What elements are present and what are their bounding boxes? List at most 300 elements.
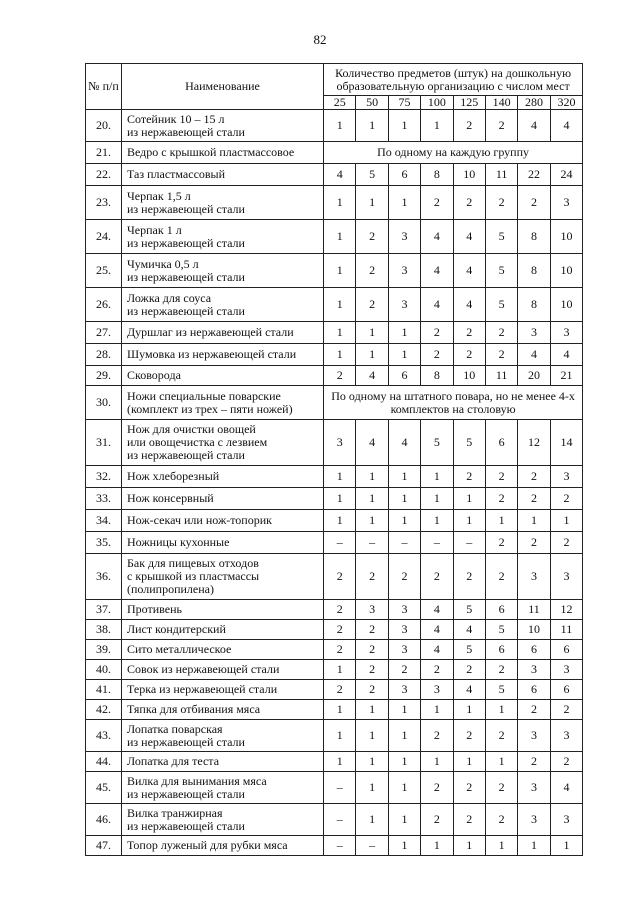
row-value: 2 xyxy=(485,488,517,510)
row-name: Лопатка для теста xyxy=(122,752,324,772)
table-row xyxy=(86,752,583,772)
row-value: 1 xyxy=(421,488,453,510)
row-value: 5 xyxy=(485,220,517,254)
row-name: Нож-секач или нож-топорик xyxy=(122,510,324,532)
row-value: 1 xyxy=(421,700,453,720)
row-value: 4 xyxy=(421,640,453,660)
row-value: 8 xyxy=(518,220,550,254)
row-value: 1 xyxy=(388,110,420,142)
row-value: 2 xyxy=(421,772,453,804)
row-value: 4 xyxy=(518,344,550,366)
row-value: 1 xyxy=(388,700,420,720)
row-value: 1 xyxy=(324,288,356,322)
row-value: 11 xyxy=(518,600,550,620)
row-value: 5 xyxy=(453,600,485,620)
row-name: Тяпка для отбивания мяса xyxy=(122,700,324,720)
row-value: 1 xyxy=(356,720,388,752)
table-row xyxy=(86,466,583,488)
row-name: Ложка для соуса из нержавеющей стали xyxy=(122,288,324,322)
row-value: – xyxy=(421,532,453,554)
row-value: 2 xyxy=(518,752,550,772)
row-value: – xyxy=(324,804,356,836)
row-value: 5 xyxy=(453,640,485,660)
row-value: 2 xyxy=(421,186,453,220)
row-value: 2 xyxy=(550,532,582,554)
row-value: 2 xyxy=(356,620,388,640)
row-name: Вилка для вынимания мяса из нержавеющей стали xyxy=(122,772,324,804)
row-value: 1 xyxy=(324,466,356,488)
row-value: 1 xyxy=(356,804,388,836)
row-value: 2 xyxy=(421,720,453,752)
row-number: 33. xyxy=(86,488,122,510)
row-value: – xyxy=(324,532,356,554)
row-value: 24 xyxy=(550,164,582,186)
table-row xyxy=(86,640,583,660)
row-value: 3 xyxy=(518,322,550,344)
header-capacity: 140 xyxy=(485,96,517,110)
equipment-table xyxy=(85,63,583,856)
row-value: 2 xyxy=(518,700,550,720)
row-number: 23. xyxy=(86,186,122,220)
row-value: 2 xyxy=(453,110,485,142)
row-value: 1 xyxy=(356,186,388,220)
row-value: 6 xyxy=(550,640,582,660)
row-value: 1 xyxy=(388,752,420,772)
row-value: 1 xyxy=(388,322,420,344)
row-number: 28. xyxy=(86,344,122,366)
row-value: 10 xyxy=(550,288,582,322)
header-capacity: 75 xyxy=(388,96,420,110)
row-value: 2 xyxy=(485,322,517,344)
row-value: 4 xyxy=(421,220,453,254)
row-value: 11 xyxy=(485,366,517,386)
row-value: 2 xyxy=(485,804,517,836)
table-row xyxy=(86,254,583,288)
row-value: 6 xyxy=(550,680,582,700)
row-value: 11 xyxy=(550,620,582,640)
row-number: 44. xyxy=(86,752,122,772)
row-value: 2 xyxy=(485,110,517,142)
row-value: 1 xyxy=(421,510,453,532)
table-row xyxy=(86,488,583,510)
row-name: Нож для очистки овощей или овощечистка с лезвием из нержавеющей стали xyxy=(122,420,324,466)
table-row xyxy=(86,836,583,856)
row-value: 1 xyxy=(324,510,356,532)
row-value: 4 xyxy=(421,620,453,640)
row-value: 2 xyxy=(356,640,388,660)
row-value: – xyxy=(453,532,485,554)
row-value: 1 xyxy=(324,752,356,772)
row-value: 2 xyxy=(485,660,517,680)
row-value: 1 xyxy=(324,220,356,254)
row-name: Нож консервный xyxy=(122,488,324,510)
table-row xyxy=(86,554,583,600)
row-value: 2 xyxy=(518,488,550,510)
table-row xyxy=(86,804,583,836)
row-value: 4 xyxy=(518,110,550,142)
row-value: 1 xyxy=(356,752,388,772)
row-value: 4 xyxy=(356,366,388,386)
row-value: 3 xyxy=(550,660,582,680)
page-number: 82 xyxy=(313,32,327,47)
row-value: 2 xyxy=(324,366,356,386)
row-value: 4 xyxy=(453,254,485,288)
row-value: 2 xyxy=(485,772,517,804)
row-value: 6 xyxy=(485,420,517,466)
row-value: 2 xyxy=(356,288,388,322)
row-span-note: По одному на каждую группу xyxy=(324,142,583,164)
row-number: 26. xyxy=(86,288,122,322)
row-value: 4 xyxy=(550,344,582,366)
row-value: 1 xyxy=(388,720,420,752)
row-value: 3 xyxy=(388,620,420,640)
row-name: Шумовка из нержавеющей стали xyxy=(122,344,324,366)
row-value: 6 xyxy=(518,680,550,700)
row-name: Черпак 1,5 л из нержавеющей стали xyxy=(122,186,324,220)
row-value: 1 xyxy=(324,110,356,142)
row-number: 29. xyxy=(86,366,122,386)
row-name: Лопатка поварская из нержавеющей стали xyxy=(122,720,324,752)
row-value: 1 xyxy=(356,510,388,532)
row-value: 6 xyxy=(485,640,517,660)
row-value: 2 xyxy=(453,720,485,752)
header-capacity: 320 xyxy=(550,96,582,110)
table-row xyxy=(86,420,583,466)
row-name: Нож хлеборезный xyxy=(122,466,324,488)
header-quantity: Количество предметов (штук) на дошкольную образовательную организацию с числом мест xyxy=(324,64,583,96)
table-row xyxy=(86,288,583,322)
row-value: 1 xyxy=(453,836,485,856)
row-value: 20 xyxy=(518,366,550,386)
header-capacity: 100 xyxy=(421,96,453,110)
row-value: 22 xyxy=(518,164,550,186)
row-value: 1 xyxy=(388,804,420,836)
row-value: 3 xyxy=(550,804,582,836)
row-value: 2 xyxy=(453,186,485,220)
row-value: 1 xyxy=(421,110,453,142)
row-name: Дуршлаг из нержавеющей стали xyxy=(122,322,324,344)
row-value: 2 xyxy=(453,772,485,804)
row-name: Противень xyxy=(122,600,324,620)
row-value: 4 xyxy=(453,620,485,640)
row-value: 2 xyxy=(550,700,582,720)
table-row xyxy=(86,680,583,700)
row-value: 2 xyxy=(518,532,550,554)
row-value: 1 xyxy=(453,510,485,532)
row-value: 4 xyxy=(421,254,453,288)
row-value: 2 xyxy=(421,344,453,366)
row-value: 12 xyxy=(550,600,582,620)
row-value: 4 xyxy=(550,110,582,142)
table-row xyxy=(86,186,583,220)
row-value: 1 xyxy=(356,772,388,804)
row-number: 39. xyxy=(86,640,122,660)
row-name: Топор луженый для рубки мяса xyxy=(122,836,324,856)
row-value: 2 xyxy=(421,322,453,344)
row-value: 1 xyxy=(388,488,420,510)
row-name: Сковорода xyxy=(122,366,324,386)
header-capacity: 50 xyxy=(356,96,388,110)
row-number: 37. xyxy=(86,600,122,620)
table-row xyxy=(86,532,583,554)
row-value: 1 xyxy=(518,836,550,856)
row-name: Совок из нержавеющей стали xyxy=(122,660,324,680)
table-row xyxy=(86,600,583,620)
row-value: 3 xyxy=(324,420,356,466)
row-value: 1 xyxy=(324,660,356,680)
row-value: 2 xyxy=(485,344,517,366)
row-value: 1 xyxy=(356,322,388,344)
row-value: 2 xyxy=(421,660,453,680)
row-name: Таз пластмассовый xyxy=(122,164,324,186)
row-value: 10 xyxy=(550,220,582,254)
row-value: 3 xyxy=(550,720,582,752)
row-value: 6 xyxy=(518,640,550,660)
table-row xyxy=(86,620,583,640)
row-number: 40. xyxy=(86,660,122,680)
row-value: 3 xyxy=(388,220,420,254)
row-value: 21 xyxy=(550,366,582,386)
row-value: 2 xyxy=(518,186,550,220)
row-value: 3 xyxy=(550,466,582,488)
row-number: 25. xyxy=(86,254,122,288)
row-value: 1 xyxy=(356,344,388,366)
row-value: 2 xyxy=(485,186,517,220)
row-value: 1 xyxy=(550,510,582,532)
row-value: 1 xyxy=(485,510,517,532)
row-value: 1 xyxy=(485,700,517,720)
row-value: 4 xyxy=(421,288,453,322)
row-number: 46. xyxy=(86,804,122,836)
row-value: 2 xyxy=(453,804,485,836)
row-number: 38. xyxy=(86,620,122,640)
row-number: 47. xyxy=(86,836,122,856)
row-value: 2 xyxy=(453,344,485,366)
row-value: 2 xyxy=(324,600,356,620)
row-value: 10 xyxy=(550,254,582,288)
row-value: 1 xyxy=(421,836,453,856)
table-row xyxy=(86,344,583,366)
row-value: 5 xyxy=(421,420,453,466)
row-value: 11 xyxy=(485,164,517,186)
row-number: 45. xyxy=(86,772,122,804)
table-row xyxy=(86,720,583,752)
row-value: 8 xyxy=(421,366,453,386)
row-value: 1 xyxy=(324,488,356,510)
row-name: Лист кондитерский xyxy=(122,620,324,640)
row-value: 3 xyxy=(550,322,582,344)
row-value: 4 xyxy=(453,680,485,700)
row-value: 3 xyxy=(518,720,550,752)
row-value: 2 xyxy=(324,680,356,700)
row-value: 2 xyxy=(485,532,517,554)
row-value: 5 xyxy=(485,620,517,640)
row-value: 4 xyxy=(421,600,453,620)
row-value: 2 xyxy=(453,660,485,680)
row-value: 2 xyxy=(550,752,582,772)
row-number: 36. xyxy=(86,554,122,600)
row-value: 1 xyxy=(324,254,356,288)
row-value: 6 xyxy=(485,600,517,620)
row-value: 2 xyxy=(324,554,356,600)
row-value: 1 xyxy=(485,752,517,772)
row-value: 1 xyxy=(324,700,356,720)
row-value: 1 xyxy=(453,700,485,720)
row-value: 2 xyxy=(356,254,388,288)
row-value: 12 xyxy=(518,420,550,466)
row-value: 3 xyxy=(388,640,420,660)
row-value: 1 xyxy=(324,322,356,344)
table-row xyxy=(86,772,583,804)
row-value: 14 xyxy=(550,420,582,466)
row-value: 4 xyxy=(550,772,582,804)
row-value: 1 xyxy=(356,700,388,720)
row-value: 4 xyxy=(453,288,485,322)
row-number: 30. xyxy=(86,386,122,420)
row-value: 1 xyxy=(453,752,485,772)
header-row xyxy=(86,64,583,96)
row-value: 1 xyxy=(421,752,453,772)
row-value: 4 xyxy=(324,164,356,186)
row-number: 27. xyxy=(86,322,122,344)
row-value: 2 xyxy=(324,620,356,640)
table-row xyxy=(86,220,583,254)
table-body xyxy=(86,110,583,856)
row-value: 4 xyxy=(453,220,485,254)
row-name: Терка из нержавеющей стали xyxy=(122,680,324,700)
row-value: 1 xyxy=(518,510,550,532)
row-value: 3 xyxy=(388,600,420,620)
row-value: 6 xyxy=(388,366,420,386)
row-value: 2 xyxy=(356,554,388,600)
row-value: 8 xyxy=(421,164,453,186)
row-value: 3 xyxy=(518,554,550,600)
row-value: 1 xyxy=(388,466,420,488)
table-row xyxy=(86,366,583,386)
row-value: 1 xyxy=(388,836,420,856)
header-capacity: 125 xyxy=(453,96,485,110)
row-value: 3 xyxy=(518,772,550,804)
header-capacity: 280 xyxy=(518,96,550,110)
row-number: 32. xyxy=(86,466,122,488)
row-name: Сотейник 10 – 15 л из нержавеющей стали xyxy=(122,110,324,142)
row-value: 2 xyxy=(550,488,582,510)
header-number: № п/п xyxy=(86,64,122,110)
row-value: – xyxy=(324,772,356,804)
row-name: Ножи специальные поварские (комплект из трех – пяти ножей) xyxy=(122,386,324,420)
table-row xyxy=(86,142,583,164)
row-value: 3 xyxy=(356,600,388,620)
row-value: 3 xyxy=(550,186,582,220)
row-name: Ведро с крышкой пластмассовое xyxy=(122,142,324,164)
row-number: 43. xyxy=(86,720,122,752)
row-name: Сито металлическое xyxy=(122,640,324,660)
row-value: 1 xyxy=(324,720,356,752)
row-value: 2 xyxy=(356,680,388,700)
row-value: 3 xyxy=(388,254,420,288)
row-value: 4 xyxy=(388,420,420,466)
row-value: 3 xyxy=(518,804,550,836)
row-value: 1 xyxy=(356,488,388,510)
table-row xyxy=(86,322,583,344)
row-value: 8 xyxy=(518,288,550,322)
row-value: 2 xyxy=(421,804,453,836)
row-number: 35. xyxy=(86,532,122,554)
row-value: 3 xyxy=(388,680,420,700)
row-span-note: По одному на штатного повара, но не менее 4-х комплектов на столовую xyxy=(324,386,583,420)
table-row xyxy=(86,386,583,420)
row-name: Ножницы кухонные xyxy=(122,532,324,554)
table-row xyxy=(86,110,583,142)
row-value: 2 xyxy=(356,220,388,254)
row-value: 1 xyxy=(453,488,485,510)
row-name: Чумичка 0,5 л из нержавеющей стали xyxy=(122,254,324,288)
row-value: 5 xyxy=(485,254,517,288)
row-value: 2 xyxy=(421,554,453,600)
row-value: 2 xyxy=(453,322,485,344)
row-name: Вилка транжирная из нержавеющей стали xyxy=(122,804,324,836)
row-value: – xyxy=(356,532,388,554)
row-value: 2 xyxy=(388,554,420,600)
row-value: 2 xyxy=(485,554,517,600)
header-capacity: 25 xyxy=(324,96,356,110)
row-value: 10 xyxy=(518,620,550,640)
row-number: 20. xyxy=(86,110,122,142)
row-value: 1 xyxy=(485,836,517,856)
row-number: 24. xyxy=(86,220,122,254)
row-value: 1 xyxy=(324,186,356,220)
table-row xyxy=(86,164,583,186)
row-value: 10 xyxy=(453,366,485,386)
table-row xyxy=(86,700,583,720)
row-value: 1 xyxy=(388,186,420,220)
row-value: – xyxy=(388,532,420,554)
row-value: 4 xyxy=(356,420,388,466)
row-value: 6 xyxy=(388,164,420,186)
row-value: 2 xyxy=(324,640,356,660)
row-value: 2 xyxy=(518,466,550,488)
row-value: 3 xyxy=(388,288,420,322)
row-value: 10 xyxy=(453,164,485,186)
row-value: 5 xyxy=(356,164,388,186)
row-value: 5 xyxy=(453,420,485,466)
row-value: 1 xyxy=(421,466,453,488)
row-value: 2 xyxy=(485,466,517,488)
row-value: 2 xyxy=(453,466,485,488)
row-value: 1 xyxy=(324,344,356,366)
row-number: 21. xyxy=(86,142,122,164)
row-value: 1 xyxy=(388,510,420,532)
row-value: 1 xyxy=(388,772,420,804)
row-value: 3 xyxy=(421,680,453,700)
row-value: 2 xyxy=(453,554,485,600)
row-value: 1 xyxy=(550,836,582,856)
row-value: 1 xyxy=(388,344,420,366)
row-value: 2 xyxy=(485,720,517,752)
row-name: Бак для пищевых отходов с крышкой из пластмассы (полипропилена) xyxy=(122,554,324,600)
row-value: 2 xyxy=(356,660,388,680)
row-number: 31. xyxy=(86,420,122,466)
row-number: 41. xyxy=(86,680,122,700)
row-value: 1 xyxy=(356,466,388,488)
row-value: 8 xyxy=(518,254,550,288)
row-value: 5 xyxy=(485,288,517,322)
row-number: 42. xyxy=(86,700,122,720)
row-value: 1 xyxy=(356,110,388,142)
table-row xyxy=(86,660,583,680)
table-row xyxy=(86,510,583,532)
row-value: – xyxy=(324,836,356,856)
